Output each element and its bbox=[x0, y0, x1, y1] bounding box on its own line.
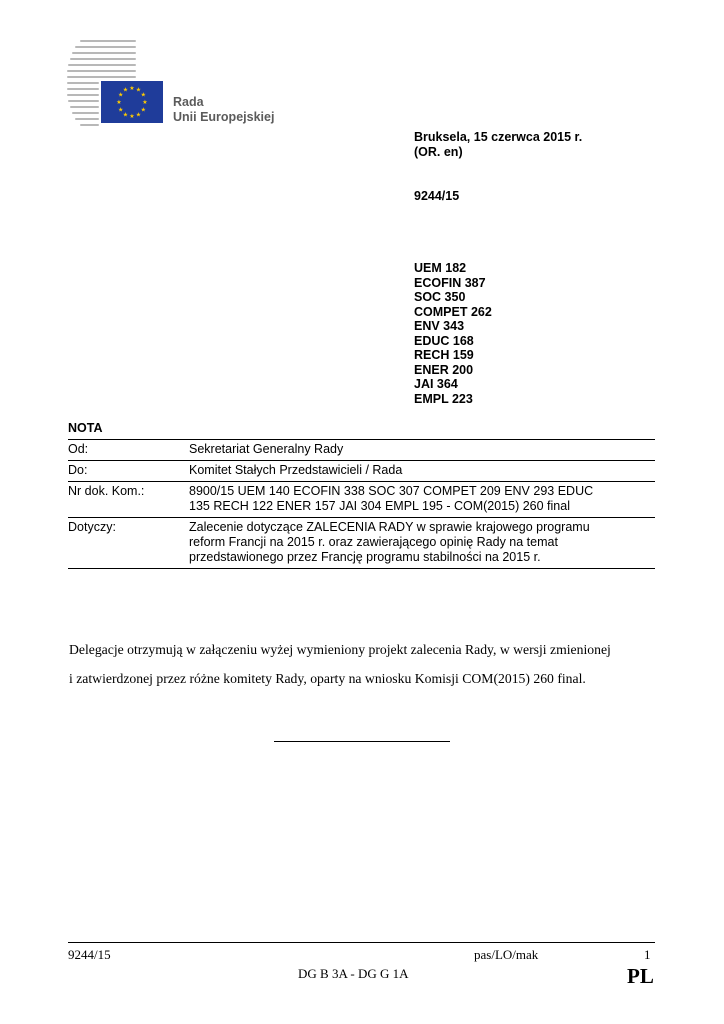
footer-dg: DG B 3A - DG G 1A bbox=[298, 966, 409, 981]
svg-text:★: ★ bbox=[142, 99, 148, 106]
body-paragraph bbox=[69, 635, 659, 693]
nota-value-line: 135 RECH 122 ENER 157 JAI 304 EMPL 195 - COM(2015) 260 final bbox=[189, 499, 570, 513]
footer-doc-number: 9244/15 bbox=[68, 947, 111, 962]
org-name-line2: Unii Europejskiej bbox=[173, 110, 275, 124]
code-item: EDUC 168 bbox=[414, 333, 474, 348]
svg-text:★: ★ bbox=[129, 85, 135, 92]
nota-value-line: Zalecenie dotyczące ZALECENIA RADY w sprawie krajowego programu bbox=[189, 520, 590, 534]
nota-value bbox=[189, 484, 655, 514]
code-item: RECH 159 bbox=[414, 348, 474, 362]
code-item: SOC 350 bbox=[414, 290, 466, 304]
nota-row-to bbox=[68, 460, 655, 481]
code-item: EMPL 223 bbox=[414, 391, 473, 406]
nota-label: Do: bbox=[68, 463, 88, 477]
document-number: 9244/15 bbox=[414, 189, 460, 203]
footer-language: PL bbox=[627, 964, 654, 988]
document-date: Bruksela, 15 czerwca 2015 r. bbox=[414, 130, 583, 144]
svg-text:★: ★ bbox=[122, 111, 129, 119]
nota-label: Nr dok. Kom.: bbox=[68, 484, 145, 498]
nota-table bbox=[68, 439, 655, 569]
nota-row-subject bbox=[68, 517, 655, 568]
code-item: COMPET 262 bbox=[414, 304, 492, 319]
svg-text:★: ★ bbox=[140, 106, 146, 114]
nota-value-line: Sekretariat Generalny Rady bbox=[189, 442, 344, 456]
footer-author: pas/LO/mak bbox=[474, 947, 539, 962]
nota-value bbox=[189, 520, 655, 565]
org-name bbox=[173, 95, 274, 125]
nota-value-line: reform Francji na 2015 r. oraz zawierającego opinię Rady na temat bbox=[189, 535, 558, 549]
date-block bbox=[414, 130, 582, 159]
svg-text:★: ★ bbox=[140, 91, 146, 99]
code-item: JAI 364 bbox=[414, 377, 458, 391]
code-item: UEM 182 bbox=[414, 261, 467, 275]
nota-value bbox=[189, 442, 655, 457]
nota-row-commission-doc bbox=[68, 481, 655, 517]
code-item: ENV 343 bbox=[414, 319, 465, 333]
separator-line bbox=[274, 741, 450, 742]
code-item: ENER 200 bbox=[414, 362, 474, 377]
body-line: Delegacje otrzymują w załączeniu wyżej wymieniony projekt zalecenia Rady, w wersji zmienionej bbox=[69, 642, 611, 657]
footer-page-number: 1 bbox=[644, 947, 651, 962]
nota-value-line: 8900/15 UEM 140 ECOFIN 338 SOC 307 COMPET 209 ENV 293 EDUC bbox=[189, 484, 594, 498]
svg-text:★: ★ bbox=[135, 86, 142, 94]
svg-text:★: ★ bbox=[118, 91, 124, 99]
original-language: (OR. en) bbox=[414, 144, 463, 159]
nota-row-from bbox=[68, 440, 655, 460]
svg-text:★: ★ bbox=[116, 99, 122, 106]
nota-label: Od: bbox=[68, 442, 89, 456]
nota-value-line: przedstawionego przez Francję programu stabilności na 2015 r. bbox=[189, 550, 541, 564]
nota-value bbox=[189, 463, 655, 478]
eu-flag-icon bbox=[101, 81, 163, 123]
nota-title: NOTA bbox=[68, 421, 103, 435]
svg-text:★: ★ bbox=[118, 106, 124, 114]
code-item: ECOFIN 387 bbox=[414, 275, 486, 290]
body-line: i zatwierdzonej przez różne komitety Rady, oparty na wniosku Komisji COM(2015) 260 final. bbox=[69, 671, 586, 686]
document-codes bbox=[414, 261, 492, 406]
footer-divider bbox=[68, 942, 655, 943]
svg-text:★: ★ bbox=[122, 86, 129, 94]
svg-text:★: ★ bbox=[135, 111, 142, 119]
org-name-line1: Rada bbox=[173, 95, 204, 109]
svg-text:★: ★ bbox=[129, 113, 135, 120]
nota-label: Dotyczy: bbox=[68, 520, 116, 534]
nota-value-line: Komitet Stałych Przedstawicieli / Rada bbox=[189, 463, 403, 477]
